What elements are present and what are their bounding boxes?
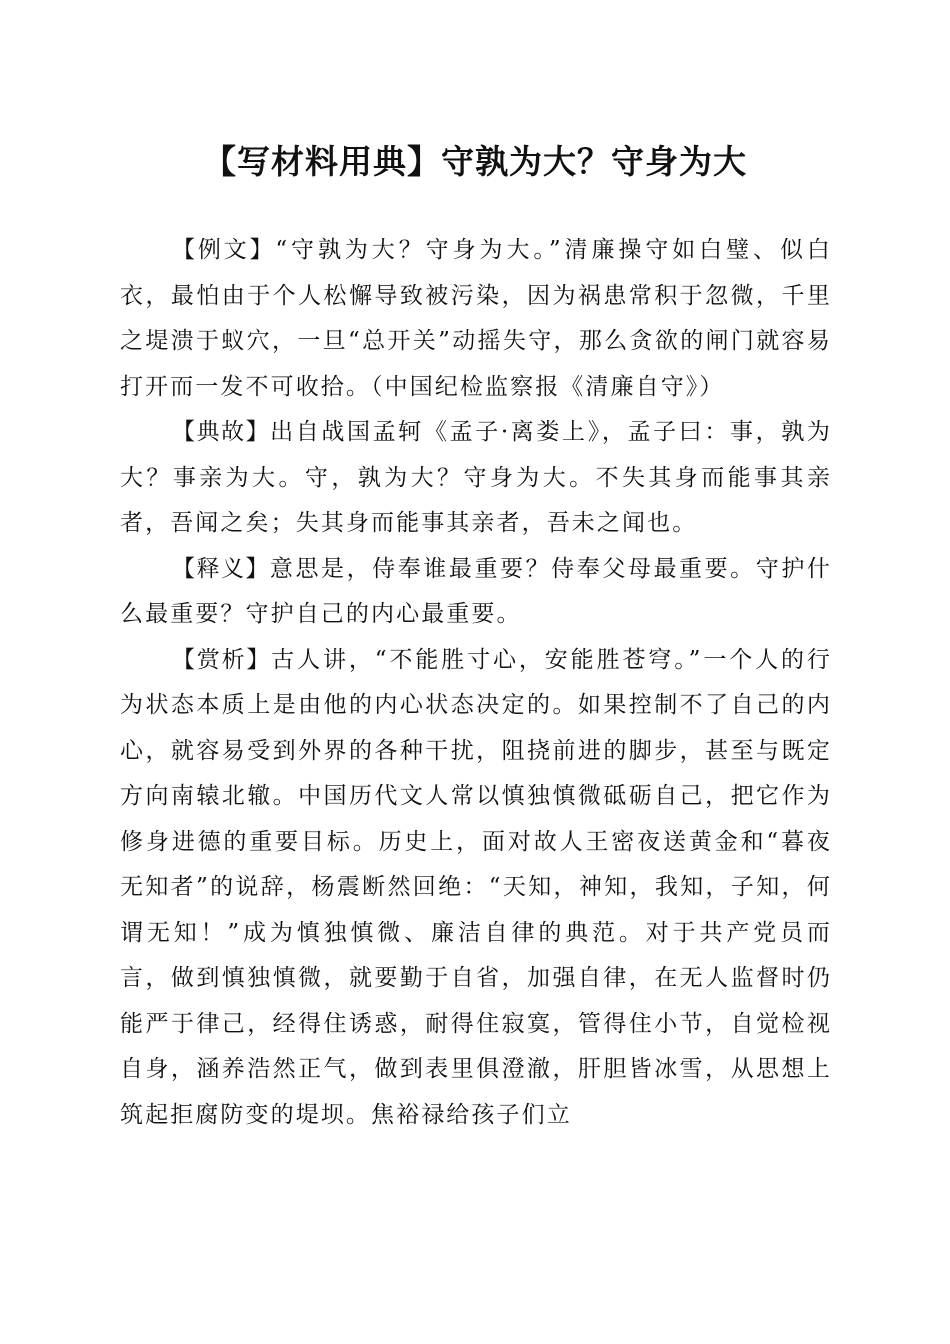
paragraph-text: 古人讲，“不能胜寸心，安能胜苍穹。”一个人的行为状态本质上是由他的内心状态决定的。如果控制不了自己的内心，就容易受到外界的各种干扰，阻挠前进的脚步，甚至与既定方向南辕北辙。中国历代文人常以慎独慎微砥砺自己，把它作为修身进德的重要目标。历史上，面对故人王密夜送黄金和“暮夜无知者”的说辞，杨震断然回绝：“天知，神知，我知，子知，何谓无知！”成为慎独慎微、廉洁自律的典范。对于共产党员而言，做到慎独慎微，就要勤于自省，加强自律，在无人监督时仍能严于律己，经得住诱惑，耐得住寂寞，管得住小节，自觉检视自身，涵养浩然正气，做到表里俱澄澈，肝胆皆冰雪，从思想上筑起拒腐防变的堤坝。焦裕禄给孩子们立 [120,646,832,1128]
paragraph-tag: 【释义】 [172,555,270,582]
paragraph-meaning [120,547,832,638]
paragraph-tag: 【典故】 [172,419,271,445]
document-title: 【写材料用典】守孰为大？守身为大 [203,142,747,181]
paragraph-appreciation [120,638,832,1139]
paragraph-tag: 【例文】 [172,237,276,263]
paragraph-allusion [120,410,832,547]
paragraph-example [120,228,832,410]
paragraph-text: 出自战国孟轲《孟子·离娄上》，孟子曰：事，孰为大？事亲为大。守，孰为大？守身为大。不失其身而能事其亲者，吾闻之矣；失其身而能事其亲者，吾未之闻也。 [120,419,832,536]
paragraph-text: “守孰为大？守身为大。”清廉操守如白璧、似白衣，最怕由于个人松懈导致被污染，因为祸患常积于忽微，千里之堤溃于蚁穴，一旦“总开关”动摇失守，那么贪欲的闸门就容易打开而一发不可收拾。（中国纪检监察报《清廉自守》） [120,237,833,400]
document-body [120,228,832,1138]
paragraph-text: 意思是，侍奉谁最重要？侍奉父母最重要。守护什么最重要？守护自己的内心最重要。 [120,555,832,627]
paragraph-tag: 【赏析】 [172,646,272,673]
